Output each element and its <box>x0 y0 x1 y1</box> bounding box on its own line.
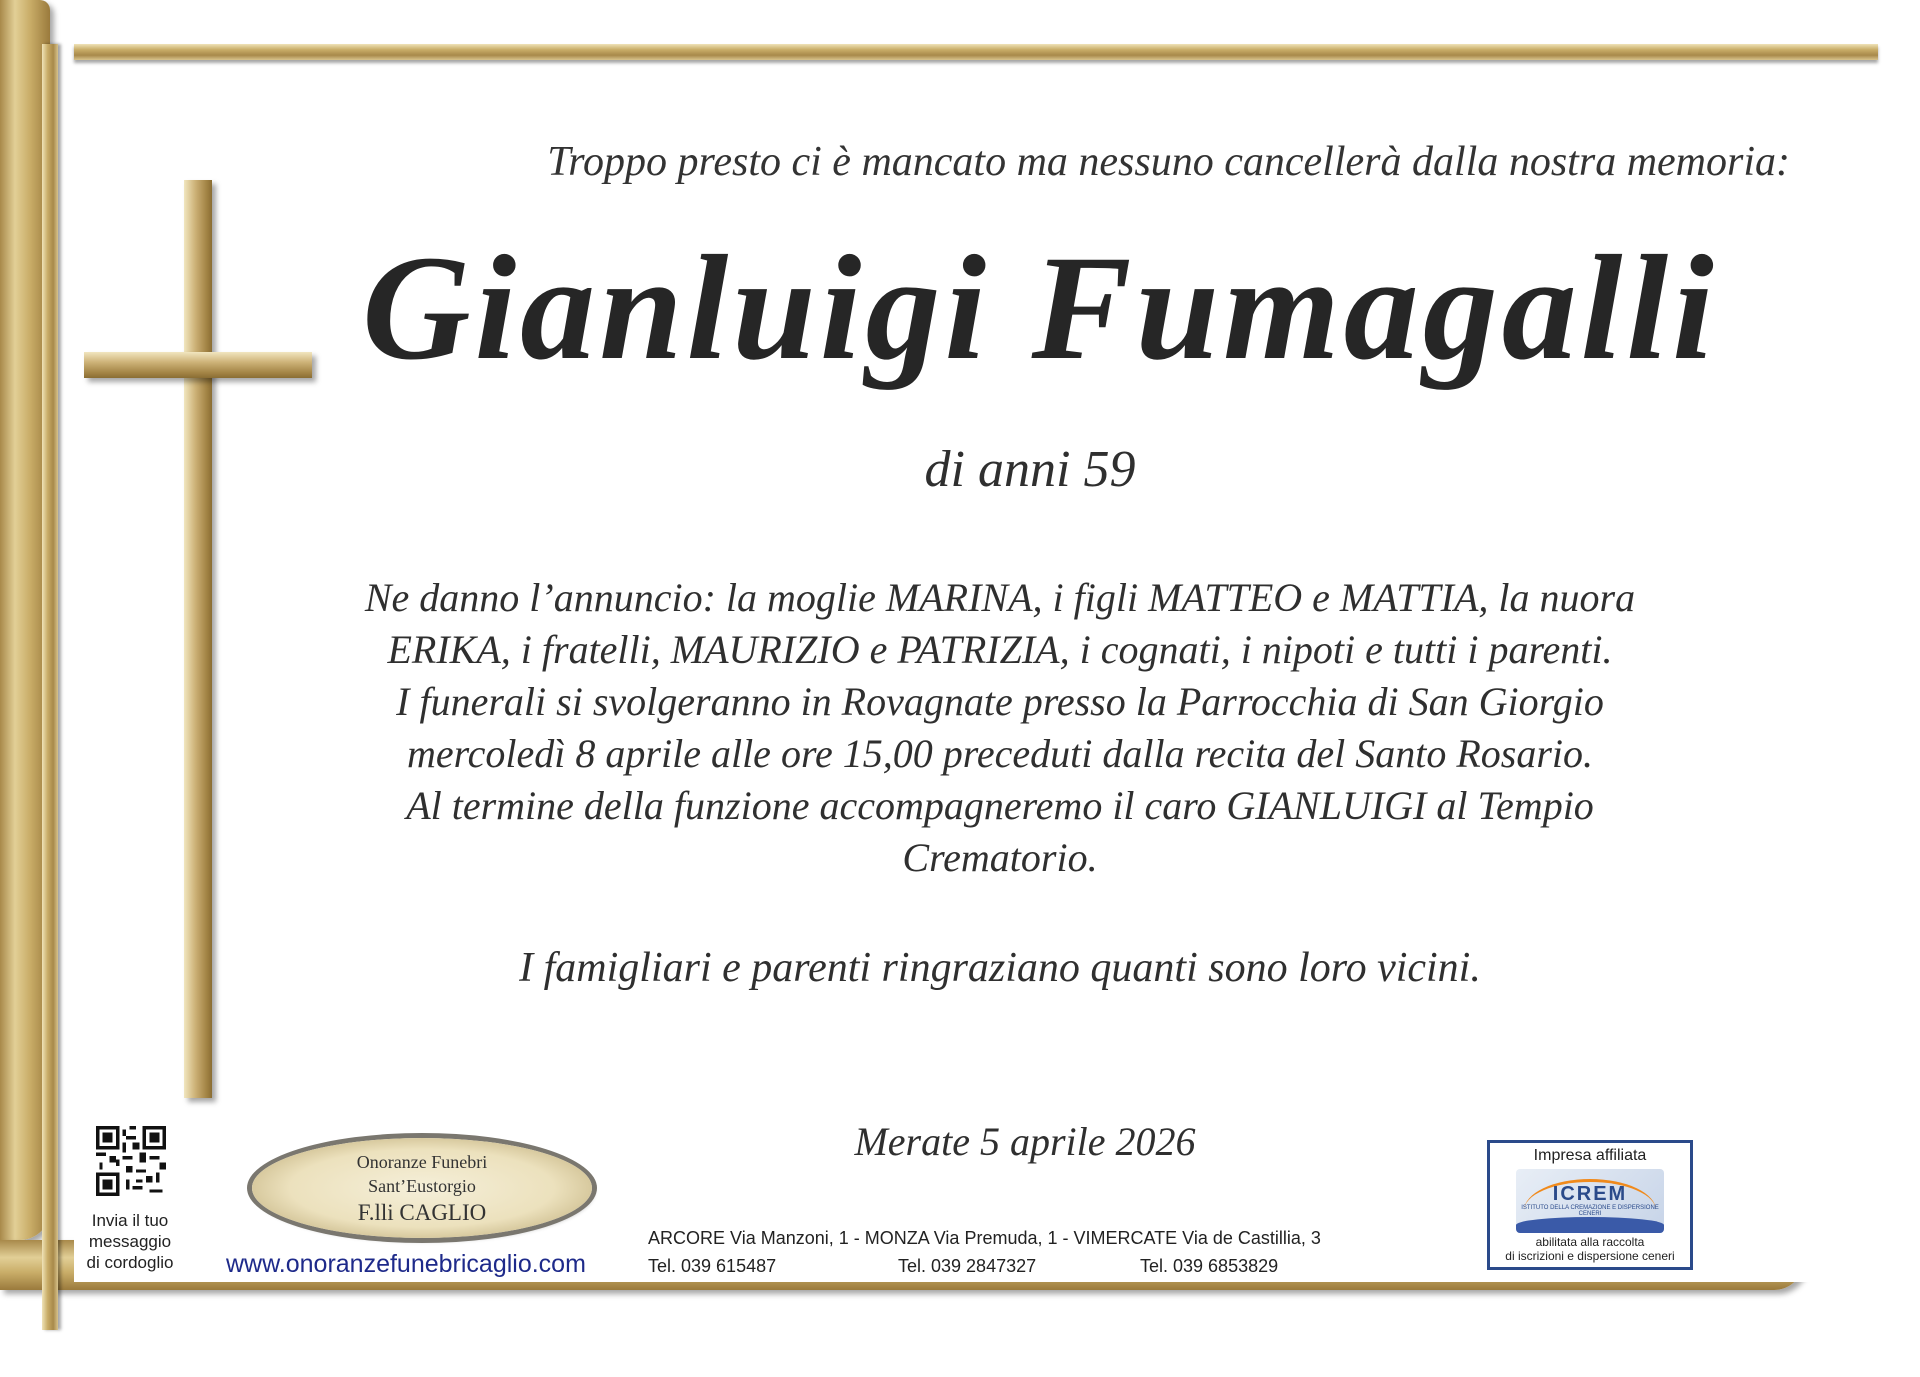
announcement-line: Ne danno l’annuncio: la moglie MARINA, i figli MATTEO e MATTIA, la nuora <box>364 575 1636 620</box>
announcement-line: mercoledì 8 aprile alle ore 15,00 preceduti dalla recita del Santo Rosario. <box>406 731 1594 776</box>
cross-icon-bar <box>84 352 312 378</box>
announcement-line: Crematorio. <box>902 835 1098 880</box>
funeral-home-logo <box>252 1138 592 1238</box>
intro-line: Troppo presto ci è mancato ma nessuno cancellerà dalla nostra memoria: <box>547 139 1790 185</box>
cross-icon <box>184 180 212 1098</box>
announcement-text <box>250 572 1750 884</box>
logo-line: F.lli CAGLIO <box>357 1200 487 1225</box>
phone-monza: Tel. 039 2847327 <box>898 1256 1037 1276</box>
phone-vimercate: Tel. 039 6853829 <box>1140 1256 1279 1276</box>
age-line: di anni 59 <box>924 441 1136 498</box>
announcement-line: I funerali si svolgeranno in Rovagnate presso la Parrocchia di San Giorgio <box>396 679 1604 724</box>
logo-line: Sant’Eustorgio <box>368 1176 476 1196</box>
qr-caption <box>70 1210 190 1273</box>
addresses-line: ARCORE Via Manzoni, 1 - MONZA Via Premuda, 1 - VIMERCATE Via de Castillia, 3 <box>648 1228 1321 1248</box>
affiliate-caption-line: abilitata alla raccolta <box>1535 1235 1645 1249</box>
deceased-name: Gianluigi Fumagalli <box>362 225 1718 391</box>
announcement-line: ERIKA, i fratelli, MAURIZIO e PATRIZIA, i cognati, i nipoti e tutti i parenti. <box>387 627 1613 672</box>
announcement-line: Al termine della funzione accompagneremo il caro GIANLUIGI al Tempio <box>406 783 1594 828</box>
qr-caption-line: messaggio <box>88 1232 172 1251</box>
qr-code-icon[interactable] <box>96 1126 166 1196</box>
frame-left-border <box>42 44 58 1330</box>
website-link[interactable]: www.onoranzefunebricaglio.com <box>226 1250 586 1278</box>
qr-caption-line: Invia il tuo <box>91 1211 169 1230</box>
affiliate-caption-line: di iscrizioni e dispersione ceneri <box>1505 1249 1675 1263</box>
icrem-logo-text: ICREM <box>1552 1183 1628 1205</box>
frame-top-border <box>74 44 1878 60</box>
place-date: Merate 5 aprile 2026 <box>854 1119 1196 1164</box>
thanks-line: I famigliari e parenti ringraziano quanti sono loro vicini. <box>519 945 1481 991</box>
icrem-wave <box>1516 1217 1664 1233</box>
icrem-subtitle: ISTITUTO DELLA CREMAZIONE E DISPERSIONE CENERI <box>1521 1205 1659 1217</box>
affiliate-title: Impresa affiliata <box>1533 1147 1647 1164</box>
phone-arcore: Tel. 039 615487 <box>648 1256 777 1276</box>
logo-line: Onoranze Funebri <box>356 1152 488 1172</box>
affiliate-caption <box>1490 1235 1690 1263</box>
affiliate-badge <box>1487 1140 1693 1270</box>
icrem-logo-icon <box>1516 1169 1664 1233</box>
qr-caption-line: di cordoglio <box>86 1253 174 1272</box>
